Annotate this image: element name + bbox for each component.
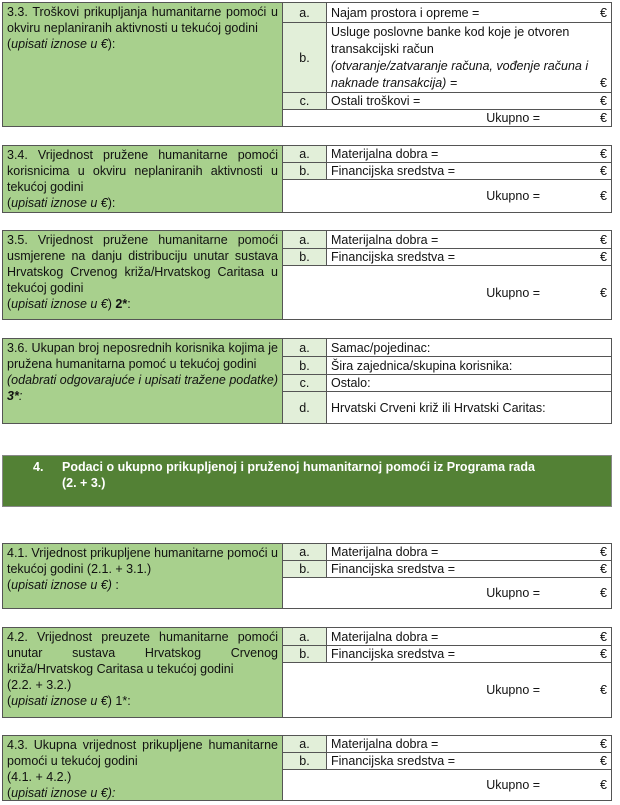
row-3-3-b (283, 23, 611, 93)
row-3-4-a (283, 146, 611, 163)
total-field[interactable] (283, 180, 611, 212)
row-letter: c. (283, 375, 327, 391)
row-letter: a. (283, 736, 327, 752)
question-3-4: 3.4. Vrijednost pružene humanitarne pomoći korisnicima u okviru neplaniranih aktivnosti u tekućoj godini (upisati iznose u €): (3, 146, 283, 212)
section-subtitle: (2. + 3.) (62, 476, 106, 490)
question-title: 4.1. Vrijednost prikupljene humanitarne pomoći u tekućoj godini (2.1. + 3.1.) (7, 546, 278, 576)
row-label: Financijska sredstva = (331, 647, 456, 661)
table-4-1 (2, 543, 612, 609)
row-label-note: naknade transakcija) = (331, 76, 458, 90)
question-title: 3.4. Vrijednost pružene humanitarne pomoći korisnicima u okviru neplaniranih aktivnosti u tekućoj godini (7, 148, 278, 194)
euro-sign: € (600, 285, 607, 300)
euro-sign: € (600, 683, 607, 697)
euro-sign: € (600, 586, 607, 600)
row-letter: a. (283, 544, 327, 560)
total-label: Ukupno = (486, 586, 541, 600)
row-label: Materijalna dobra = (331, 147, 439, 161)
amount-field[interactable] (327, 231, 611, 248)
question-title: 3.3. Troškovi prikupljanja humanitarne pomoći u okviru neplaniranih aktivnosti u tekućoj godini (7, 5, 278, 35)
question-note: upisati iznose u € (11, 578, 108, 592)
question-4-3: 4.3. Ukupna vrijednost prikupljene humanitarne pomoći u tekućoj godini (4.1. + 4.2.) (upisati iznose u €): (3, 736, 283, 800)
section-title: Podaci o ukupno prikupljenoj i pruženoj humanitarnoj pomoći iz Programa rada (62, 460, 535, 474)
amount-field[interactable] (327, 93, 611, 109)
amount-field[interactable] (327, 3, 611, 22)
row-3-6-a (283, 339, 611, 357)
question-3-5: 3.5. Vrijednost pružene humanitarne pomoći usmjerene na danju distribuciju unutar sustava Hrvatskog Crvenog križa/Hrvatskog Caritasa u tekućoj godini (upisati iznose u €) 2*: (3, 231, 283, 319)
count-field[interactable] (327, 339, 611, 356)
question-note: (odabrati odgovarajuće i upisati tražene podatke) (7, 373, 279, 387)
row-label: Materijalna dobra = (331, 737, 439, 751)
footnote-ref: 1* (115, 694, 128, 708)
euro-sign: € (600, 76, 607, 90)
row-label: Financijska sredstva = (331, 754, 456, 768)
euro-sign: € (600, 111, 607, 125)
amount-field[interactable] (327, 544, 611, 560)
row-label: Hrvatski Crveni križ ili Hrvatski Caritas: (331, 400, 546, 415)
row-4-3-b (283, 753, 611, 770)
row-label: Financijska sredstva = (331, 164, 456, 178)
row-letter: a. (283, 339, 327, 356)
row-3-6-b (283, 357, 611, 375)
row-label: Materijalna dobra = (331, 629, 439, 644)
row-label: transakcijski račun (331, 42, 434, 56)
question-title: 3.6. Ukupan broj neposrednih korisnika kojima je pružena humanitarna pomoć u tekućoj godini (7, 341, 278, 371)
amount-field[interactable] (327, 646, 611, 662)
question-note: upisati iznose u € (11, 37, 108, 51)
row-letter: d. (283, 392, 327, 423)
footnote-ref: 3* (7, 389, 19, 403)
row-3-6-c (283, 375, 611, 392)
row-3-3-a (283, 3, 611, 23)
total-field[interactable] (283, 110, 611, 126)
total-field[interactable] (283, 663, 611, 717)
question-note: upisati iznose u € (11, 786, 108, 800)
row-label: Financijska sredstva = (331, 562, 456, 576)
row-3-4-total (283, 180, 611, 212)
row-label: Materijalna dobra = (331, 545, 439, 559)
count-field[interactable] (327, 357, 611, 374)
euro-sign: € (600, 232, 607, 247)
row-label: Ostali troškovi = (331, 94, 421, 108)
row-letter: b. (283, 753, 327, 769)
question-title: 3.5. Vrijednost pružene humanitarne pomoći usmjerene na danju distribuciju unutar sustava Hrvatskog Crvenog križa/Hrvatskog Caritasa u tekućoj godini (7, 233, 278, 295)
count-field[interactable] (327, 392, 611, 423)
total-field[interactable] (283, 266, 611, 319)
row-label: Usluge poslovne banke kod koje je otvoren (331, 25, 570, 39)
question-formula: (2.2. + 3.2.) (7, 678, 72, 692)
question-3-6: 3.6. Ukupan broj neposrednih korisnika kojima je pružena humanitarna pomoć u tekućoj godini (odabrati odgovarajuće i upisati tražene podatke) 3*: (3, 339, 283, 423)
euro-sign: € (600, 5, 607, 20)
euro-sign: € (600, 94, 607, 108)
amount-field[interactable] (327, 628, 611, 645)
row-letter: c. (283, 93, 327, 109)
table-3-5 (2, 230, 612, 320)
amount-field[interactable] (327, 23, 611, 92)
amount-field[interactable] (327, 561, 611, 577)
total-label: Ukupno = (486, 683, 541, 697)
row-label: Samac/pojedinac: (331, 340, 431, 355)
euro-sign: € (600, 164, 607, 178)
row-label-note: (otvaranje/zatvaranje računa, vođenje računa i (331, 59, 589, 73)
row-3-4-b (283, 163, 611, 180)
euro-sign: € (600, 778, 607, 792)
section-number: 4. (33, 460, 44, 474)
total-label: Ukupno = (486, 285, 541, 300)
total-label: Ukupno = (486, 189, 541, 203)
total-field[interactable] (283, 770, 611, 800)
table-3-4 (2, 145, 612, 213)
row-3-5-total (283, 266, 611, 319)
row-letter: a. (283, 3, 327, 22)
row-3-6-d (283, 392, 611, 423)
amount-field[interactable] (327, 163, 611, 179)
section-4-heading (2, 455, 612, 507)
row-letter: a. (283, 231, 327, 248)
row-3-3-c (283, 93, 611, 110)
row-label: Najam prostora i opreme = (331, 5, 480, 20)
euro-sign: € (600, 189, 607, 203)
table-3-3 (2, 2, 612, 127)
question-title: 4.2. Vrijednost preuzete humanitarne pomoći unutar sustava Hrvatskog Crvenog križa/Hrvatskog Caritasa u tekućoj godini (7, 630, 278, 676)
row-3-5-b (283, 249, 611, 266)
question-formula: (4.1. + 4.2.) (7, 770, 72, 784)
total-label: Ukupno = (486, 111, 541, 125)
row-4-3-a (283, 736, 611, 753)
row-label: Ostalo: (331, 376, 371, 390)
row-4-1-b (283, 561, 611, 578)
table-4-2 (2, 627, 612, 718)
row-label: Šira zajednica/skupina korisnika: (331, 358, 513, 373)
row-letter: a. (283, 628, 327, 645)
amount-field[interactable] (327, 753, 611, 769)
euro-sign: € (600, 250, 607, 264)
row-label: Financijska sredstva = (331, 250, 456, 264)
question-note: upisati iznose u € (11, 196, 108, 210)
row-4-1-a (283, 544, 611, 561)
euro-sign: € (600, 737, 607, 751)
row-letter: b. (283, 357, 327, 374)
question-note: upisati iznose u € (11, 297, 108, 311)
count-field[interactable] (327, 375, 611, 391)
table-3-6 (2, 338, 612, 424)
row-3-3-total (283, 110, 611, 126)
amount-field[interactable] (327, 249, 611, 265)
euro-sign: € (600, 629, 607, 644)
euro-sign: € (600, 647, 607, 661)
question-note: upisati iznose u € (11, 694, 108, 708)
amount-field[interactable] (327, 736, 611, 752)
row-4-2-a (283, 628, 611, 646)
row-letter: b. (283, 249, 327, 265)
row-4-3-total (283, 770, 611, 800)
row-letter: a. (283, 146, 327, 162)
row-letter: b. (283, 646, 327, 662)
question-4-2: 4.2. Vrijednost preuzete humanitarne pomoći unutar sustava Hrvatskog Crvenog križa/Hrvatskog Caritasa u tekućoj godini (2.2. + 3.2.) (upisati iznose u €) 1*: (3, 628, 283, 717)
question-title: 4.3. Ukupna vrijednost prikupljene humanitarne pomoći u tekućoj godini (7, 738, 278, 768)
row-label: Materijalna dobra = (331, 232, 439, 247)
row-4-2-b (283, 646, 611, 663)
row-4-1-total (283, 578, 611, 608)
euro-sign: € (600, 754, 607, 768)
question-3-3: 3.3. Troškovi prikupljanja humanitarne pomoći u okviru neplaniranih aktivnosti u tekućoj godini (upisati iznose u €): (3, 3, 283, 126)
footnote-ref: 2* (115, 297, 128, 311)
euro-sign: € (600, 545, 607, 559)
row-letter: b. (283, 561, 327, 577)
question-4-1: 4.1. Vrijednost prikupljene humanitarne pomoći u tekućoj godini (2.1. + 3.1.) (upisati iznose u €) : (3, 544, 283, 608)
row-4-2-total (283, 663, 611, 717)
euro-sign: € (600, 562, 607, 576)
row-letter: b. (283, 23, 327, 92)
amount-field[interactable] (327, 146, 611, 162)
total-label: Ukupno = (486, 778, 541, 792)
row-3-5-a (283, 231, 611, 249)
total-field[interactable] (283, 578, 611, 608)
table-4-3 (2, 735, 612, 801)
euro-sign: € (600, 147, 607, 161)
row-letter: b. (283, 163, 327, 179)
